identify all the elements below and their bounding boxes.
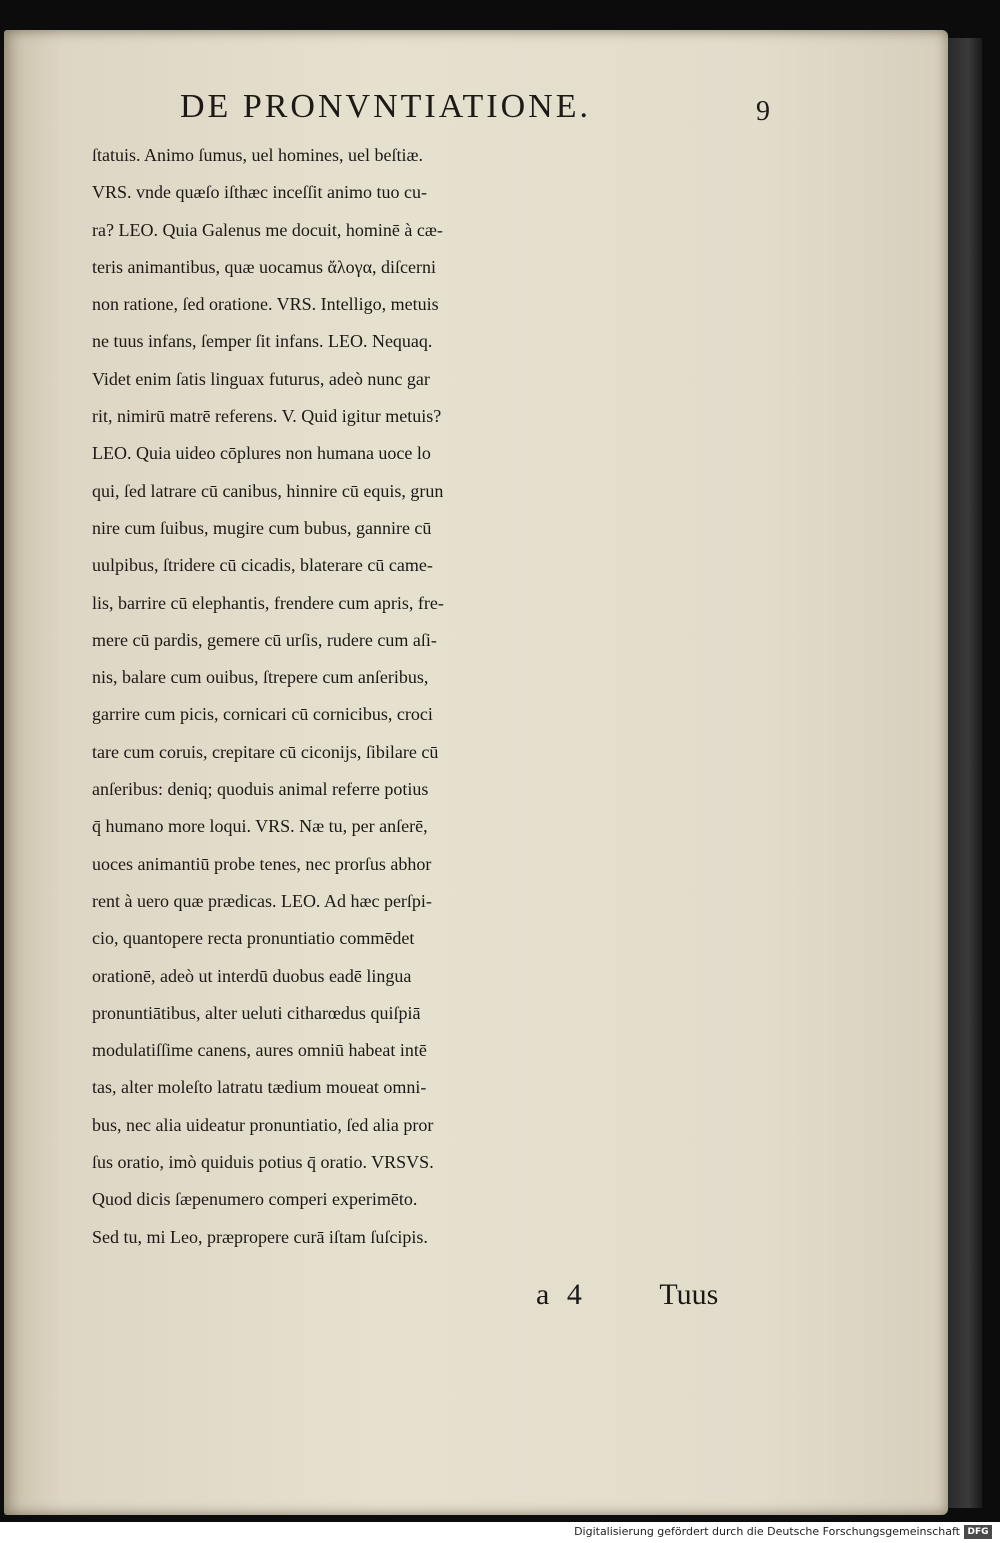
text-line: modulatiſſime canens, aures omniū habeat intē (92, 1040, 427, 1061)
text-line: teris animantibus, quæ uocamus ἄλογα, diſcerni (92, 256, 436, 277)
text-line: Sed tu, mi Leo, præpropere curā iſtam ſuſcipis. (92, 1226, 428, 1247)
text-line: tare cum coruis, crepitare cū ciconijs, ſibilare cū (92, 741, 439, 762)
text-line: garrire cum picis, cornicari cū cornicibus, croci (92, 704, 433, 725)
text-line: tas, alter moleſto latratu tædium moueat omni- (92, 1077, 427, 1098)
text-line: pronuntiātibus, alter ueluti citharœdus quiſpiā (92, 1002, 421, 1023)
footer-credit: Digitalisierung gefördert durch die Deutsche Forschungsgemeinschaft (574, 1525, 960, 1538)
running-head: DE PRONVNTIATIONE. (180, 88, 591, 125)
text-line: Videt enim ſatis linguax futurus, adeò nunc gar (92, 368, 430, 389)
text-line: anſeribus: deniq; quoduis animal referre potius (92, 779, 429, 800)
text-line: ſtatuis. Animo ſumus, uel homines, uel beſtiæ. (92, 145, 423, 165)
catchword: Tuus (659, 1278, 719, 1311)
text-line: cio, quantopere recta pronuntiatio commēdet (92, 928, 415, 949)
text-line: nire cum ſuibus, mugire cum bubus, gannire cū (92, 517, 432, 538)
text-line: nis, balare cum ouibus, ſtrepere cum anſeribus, (92, 667, 429, 688)
text-line: ra? LEO. Quia Galenus me docuit, hominē à cæ- (92, 219, 443, 240)
book-edge (948, 38, 982, 1508)
signature-mark: a 4 (536, 1278, 582, 1311)
dfg-logo: DFG (964, 1525, 992, 1539)
text-line: rent à uero quæ prædicas. LEO. Ad hæc perſpi- (92, 890, 432, 911)
text-line: non ratione, ſed oratione. VRS. Intelligo, metuis (92, 294, 439, 315)
text-line: uoces animantiū probe tenes, nec prorſus abhor (92, 853, 432, 874)
text-line: q̄ humano more loqui. VRS. Næ tu, per anſerē, (92, 816, 428, 837)
text-line: VRS. vnde quæſo iſthæc inceſſit animo tuo cu- (92, 182, 427, 203)
text-line: mere cū pardis, gemere cū urſis, rudere cum aſi- (92, 629, 437, 650)
text-line: uulpibus, ſtridere cū cicadis, blaterare cū came- (92, 555, 433, 576)
signature-line (536, 1278, 718, 1312)
text-line: qui, ſed latrare cū canibus, hinnire cū equis, grun (92, 480, 444, 501)
text-line: rit, nimirū matrē referens. V. Quid igitur metuis? (92, 406, 442, 427)
folio-mark: 9 (756, 96, 770, 127)
text-line: lis, barrire cū elephantis, frendere cum apris, fre- (92, 592, 444, 613)
text-line: ſus oratio, imò quiduis potius q̄ oratio. VRSVS. (92, 1152, 434, 1173)
text-line: Quod dicis ſæpenumero comperi experimēto. (92, 1189, 418, 1210)
text-line: ne tuus infans, ſemper ſit infans. LEO. Nequaq. (92, 331, 433, 352)
text-line: LEO. Quia uideo cōplures non humana uoce lo (92, 443, 431, 464)
text-line: orationē, adeò ut interdū duobus eadē lingua (92, 965, 412, 986)
text-block (92, 137, 792, 1256)
text-line: bus, nec alia uideatur pronuntiatio, ſed alia pror (92, 1114, 434, 1135)
